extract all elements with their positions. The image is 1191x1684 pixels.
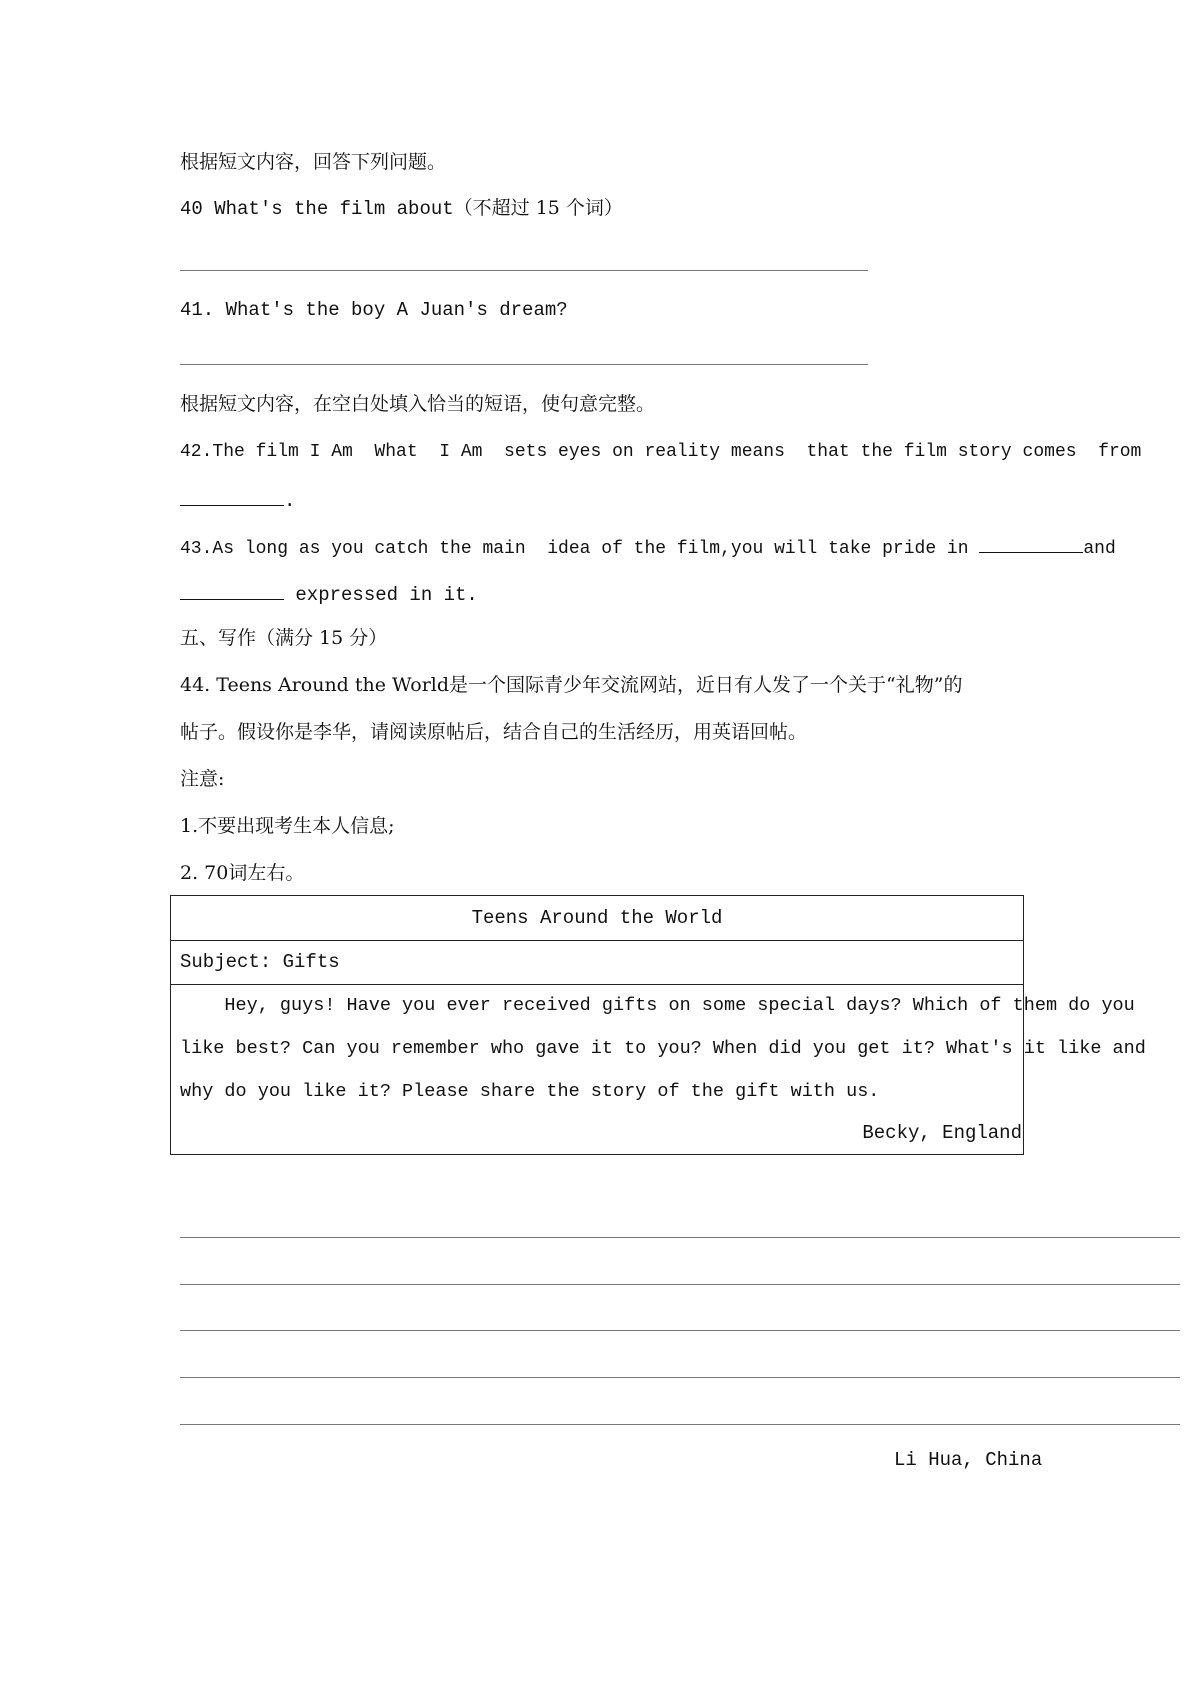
answer-line-41[interactable]	[180, 364, 868, 365]
instruction-answer-questions: 根据短文内容，回答下列问题。	[180, 151, 447, 173]
post-subject-row	[171, 940, 1023, 985]
question-44-line2: 帖子。假设你是李华，请阅读原帖后，结合自己的生活经历，用英语回帖。	[180, 721, 808, 743]
question-42-period: .	[284, 490, 296, 512]
question-43-line2	[180, 581, 478, 607]
question-43-line1	[180, 534, 1116, 561]
question-40-note: （不超过 15 个词）	[453, 197, 623, 219]
writing-line-4[interactable]	[180, 1377, 1180, 1378]
post-subject: Subject: Gifts	[180, 951, 340, 973]
question-40-text: 40 What's the film about	[180, 198, 454, 220]
question-43-tail: expressed in it.	[284, 584, 478, 606]
instruction-fill-blanks: 根据短文内容，在空白处填入恰当的短语，使句意完整。	[180, 393, 656, 415]
question-42-line1: 42.The film I Am What I Am sets eyes on reality means that the film story comes from	[180, 442, 1142, 462]
post-body-line-2: like best? Can you remember who gave it to you? When did you get it? What's it like and	[180, 1038, 1146, 1059]
blank-42[interactable]	[180, 487, 284, 506]
question-42-line2	[180, 487, 295, 513]
note-item-1: 1.不要出现考生本人信息;	[180, 815, 395, 837]
writing-line-5[interactable]	[180, 1424, 1180, 1425]
post-signature: Becky, England	[862, 1122, 1022, 1144]
post-body-line-3: why do you like it? Please share the story of the gift with us.	[180, 1081, 880, 1102]
question-43-and: and	[1083, 539, 1116, 559]
writing-heading: 五、写作（满分 15 分）	[180, 627, 388, 649]
blank-43b[interactable]	[180, 581, 284, 600]
blank-43a[interactable]	[979, 534, 1083, 553]
note-label: 注意:	[180, 768, 225, 790]
forum-post-box	[170, 895, 1146, 1155]
question-41: 41. What's the boy A Juan's dream?	[180, 299, 568, 321]
post-site-title: Teens Around the World	[471, 907, 723, 929]
question-43-text: 43.As long as you catch the main idea of the film,you will take pride in	[180, 539, 969, 559]
post-body-line-1: Hey, guys! Have you ever received gifts on some special days? Which of them do you	[180, 995, 1135, 1016]
writing-line-2[interactable]	[180, 1284, 1180, 1285]
writing-line-1[interactable]	[180, 1237, 1180, 1238]
answer-signature: Li Hua, China	[894, 1449, 1043, 1471]
post-title-row	[171, 896, 1023, 941]
note-item-2: 2. 70词左右。	[180, 862, 305, 884]
writing-line-3[interactable]	[180, 1330, 1180, 1331]
question-44-line1: 44. Teens Around the World是一个国际青少年交流网站，近日有人发了一个关于“礼物”的	[180, 674, 963, 696]
question-40	[180, 196, 623, 221]
answer-line-40[interactable]	[180, 270, 868, 271]
